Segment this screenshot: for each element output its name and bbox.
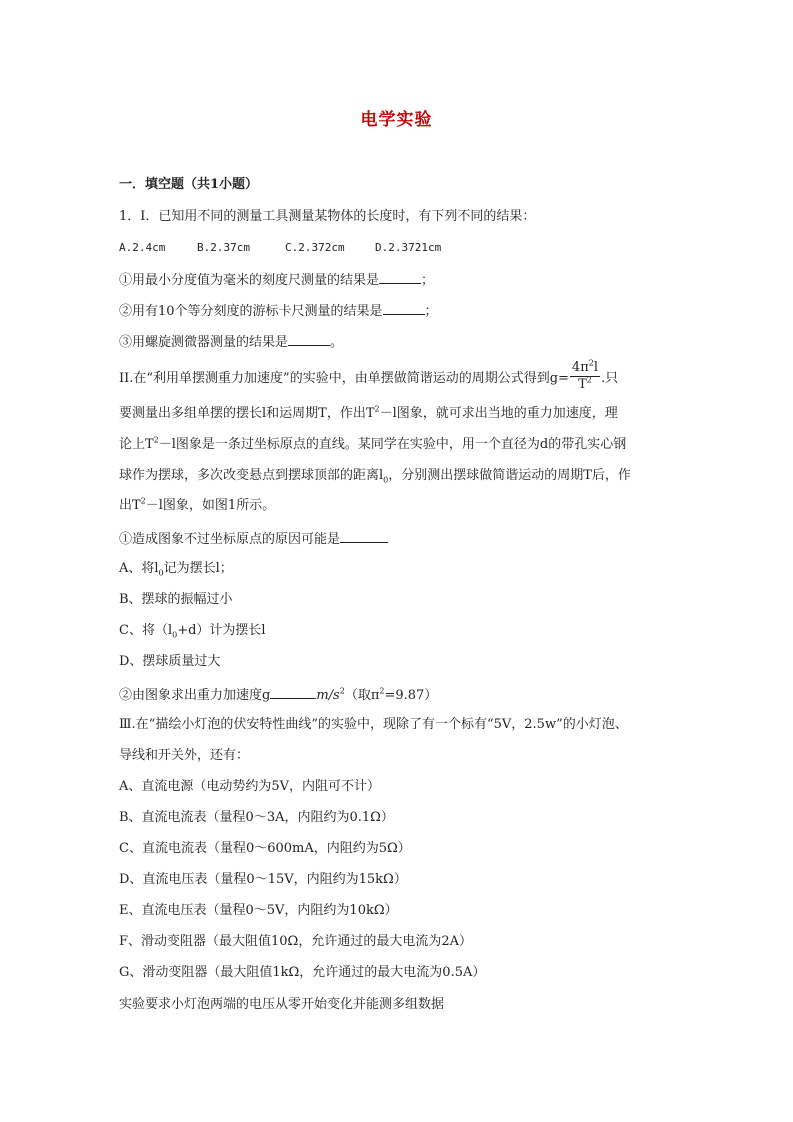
item-2-end: ；: [424, 304, 438, 319]
unit: m/s: [316, 688, 340, 703]
final-requirement: 实验要求小灯泡两端的电压从零开始变化并能测多组数据: [119, 997, 445, 1012]
part2-line2: 要测量出多组单摆的摆长l和运周期T，作出$T^2-l$图象，就可求出当地的重力加速度，理: [119, 404, 618, 421]
period-formula: [570, 360, 600, 393]
answer-blank[interactable]: [340, 530, 388, 543]
answer-blank[interactable]: [288, 333, 330, 346]
equipment-item: G、滑动变阻器（最大阻值1kΩ，允许通过的最大电流为0.5A）: [119, 965, 486, 980]
option-a: A.2.4cm: [119, 241, 166, 254]
item-3-text: ③用螺旋测微器测量的结果是: [119, 335, 289, 350]
part2-line5: 出$T^2-l$图象，如图1所示。: [119, 496, 276, 513]
part2-tail: .只: [601, 371, 619, 386]
part2-line3: 论上$T^2-l$图象是一条过坐标原点的直线。某同学在实验中，用一个直径为d的带孔实心钢: [119, 435, 627, 452]
equipment-item: E、直流电压表（量程0～5V，内阻约为10kΩ）: [119, 903, 398, 918]
equipment-item: A、直流电源（电动势约为5V，内阻可不计）: [119, 779, 381, 794]
section-heading: 一．填空题（共1小题）: [119, 177, 259, 192]
formula-numerator: $4\pi^2l$: [571, 358, 599, 375]
option-b: B.2.37cm: [197, 241, 250, 254]
equipment-item: D、直流电压表（量程0～15V，内阻约为15kΩ）: [119, 872, 407, 887]
part2-line1: [119, 358, 619, 395]
item-1-text: ①用最小分度值为毫米的刻度尺测量的结果是: [119, 273, 380, 288]
part2-line4: 球作为摆球，多次改变悬点到摆球顶部的距离$l_0$，分别测出摆球做简谐运动的周期T后，作: [119, 468, 631, 485]
equipment-item: F、滑动变阻器（最大阻值10Ω，允许通过的最大电流为2A）: [119, 934, 472, 949]
answer-blank[interactable]: [379, 271, 421, 284]
equipment-item: C、直流电流表（量程0～600mA，内阻约为5Ω）: [119, 841, 411, 856]
page-title: 电学实验: [360, 110, 433, 130]
formula-g: g=: [549, 371, 569, 386]
part3-line1: Ⅲ.在“描绘小灯泡的伏安特性曲线”的实验中，现除了有一个标有“5V，2.5w”的小灯泡、: [119, 717, 628, 732]
choice-a: A、将$l_0$记为摆长l；: [119, 561, 233, 578]
item-2-text: ②用有10个等分刻度的游标卡尺测量的结果是: [119, 304, 383, 319]
question-intro: 1．Ⅰ．已知用不同的测量工具测量某物体的长度时，有下列不同的结果：: [119, 209, 536, 224]
reason-question: ①造成图象不过坐标原点的原因可能是: [119, 530, 388, 548]
item-1-end: ；: [421, 273, 435, 288]
item-3-end: 。: [330, 335, 344, 350]
option-list: [119, 240, 441, 256]
answer-blank[interactable]: [270, 686, 316, 699]
part3-line2: 导线和开关外，还有：: [119, 748, 250, 763]
option-d: D.2.3721cm: [375, 241, 442, 254]
item-2: [119, 302, 438, 320]
choice-b: B、摆球的振幅过小: [119, 592, 233, 607]
gravity-question: ②由图象求出重力加速度g $m/s^2$（取$\pi^2=9.87$）: [119, 686, 438, 703]
equipment-item: B、直流电流表（量程0～3A，内阻约为0.1Ω）: [119, 810, 394, 825]
choice-d: D、摆球质量过大: [119, 654, 221, 669]
option-c: C.2.372cm: [285, 241, 345, 254]
choice-c: C、将$(l_0+d)$计为摆长l: [119, 623, 266, 640]
part2-text: II.在“利用单摆测重力加速度”的实验中，由单摆做简谐运动的周期公式得到: [119, 371, 550, 386]
item-1: [119, 271, 434, 289]
formula-denominator: $T^2$: [578, 375, 592, 392]
answer-blank[interactable]: [383, 302, 425, 315]
item-3: [119, 333, 343, 351]
